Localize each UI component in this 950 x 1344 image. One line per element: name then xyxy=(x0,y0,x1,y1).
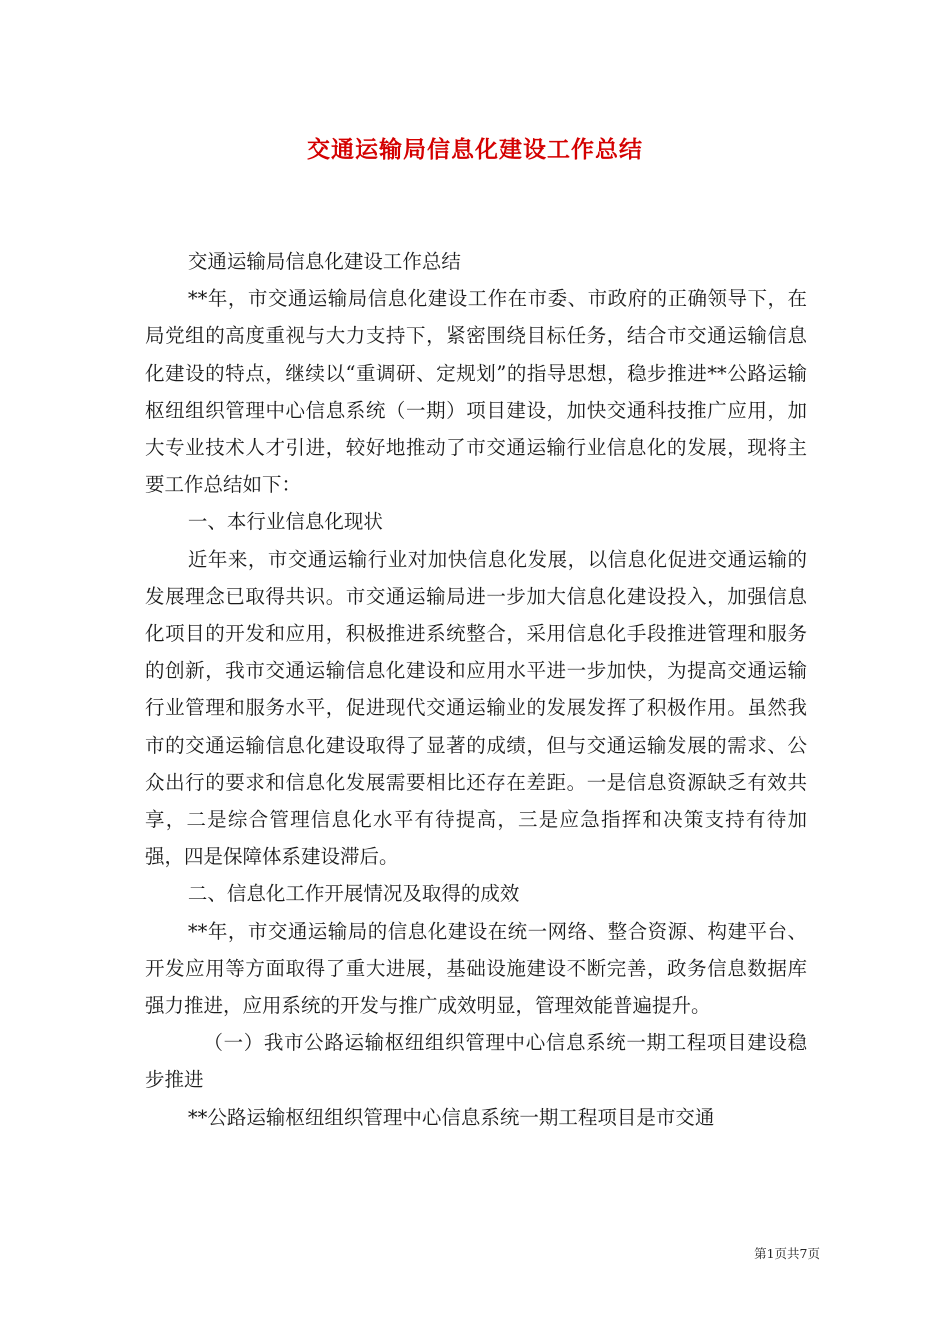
paragraph-progress: **年，市交通运输局的信息化建设在统一网络、整合资源、构建平台、开发应用等方面取得了重大进展，基础设施建设不断完善，政务信息数据库强力推进，应用系统的开发与推广成效明显，管理效能普遍提升。 xyxy=(145,919,807,1018)
document-body xyxy=(145,243,807,1136)
paragraph-project: **公路运输枢纽组织管理中心信息系统一期工程项目是市交通 xyxy=(187,1105,715,1129)
paragraph-intro: **年，市交通运输局信息化建设工作在市委、市政府的正确领导下，在局党组的高度重视与大力支持下，紧密围绕目标任务，结合市交通运输信息化建设的特点，继续以“重调研、定规划”的指导思想，稳步推进**公路运输枢纽组织管理中心信息系统（一期）项目建设，加快交通科技推广应用，加大专业技术人才引进，较好地推动了市交通运输行业信息化的发展，现将主要工作总结如下： xyxy=(145,287,807,497)
paragraph-status: 近年来，市交通运输行业对加快信息化发展，以信息化促进交通运输的发展理念已取得共识。市交通运输局进一步加大信息化建设投入，加强信息化项目的开发和应用，积极推进系统整合，采用信息化手段推进管理和服务的创新，我市交通运输信息化建设和应用水平进一步加快，为提高交通运输行业管理和服务水平，促进现代交通运输业的发展发挥了积极作用。虽然我市的交通运输信息化建设取得了显著的成绩，但与交通运输发展的需求、公众出行的要求和信息化发展需要相比还存在差距。一是信息资源缺乏有效共享，二是综合管理信息化水平有待提高，三是应急指挥和决策支持有待加强，四是保障体系建设滞后。 xyxy=(145,547,807,869)
subsection-heading-1: （一）我市公路运输枢纽组织管理中心信息系统一期工程项目建设稳步推进 xyxy=(145,1031,807,1092)
section-heading-1: 一、本行业信息化现状 xyxy=(187,510,383,534)
paragraph-heading-repeat: 交通运输局信息化建设工作总结 xyxy=(187,250,461,273)
page-number-footer: 第1页共7页 xyxy=(754,1246,820,1261)
section-heading-2: 二、信息化工作开展情况及取得的成效 xyxy=(187,882,520,906)
page-title: 交通运输局信息化建设工作总结 xyxy=(307,136,643,163)
